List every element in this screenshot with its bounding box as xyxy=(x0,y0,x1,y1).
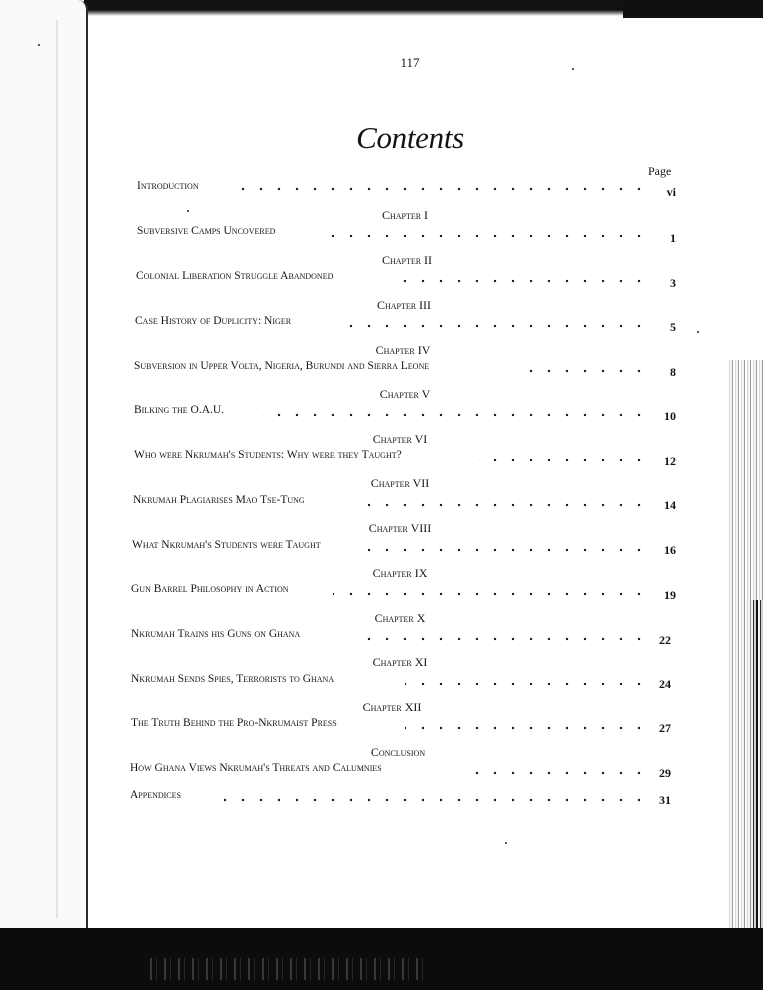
entry-title: Introduction xyxy=(137,180,199,192)
entry-title: Nkrumah Trains his Guns on Ghana xyxy=(131,628,301,640)
scan-speck xyxy=(187,210,189,212)
dot-leader xyxy=(475,768,648,778)
chapter-heading: Conclusion xyxy=(370,745,426,759)
chapter-heading: Chapter III xyxy=(376,298,432,312)
scan-bottom-band xyxy=(0,928,763,990)
dot-leader xyxy=(405,723,648,733)
dot-leader xyxy=(515,366,648,376)
chapter-heading: Chapter VI xyxy=(372,432,428,446)
page-number: 117 xyxy=(400,55,420,70)
dot-leader xyxy=(400,276,648,286)
facing-page-edge xyxy=(0,0,88,928)
page-column-label: Page xyxy=(648,164,672,178)
dot-leader xyxy=(340,321,648,331)
entry-page-number: 5 xyxy=(670,320,676,334)
entry-page-number: 3 xyxy=(670,276,676,290)
dot-leader xyxy=(220,795,648,805)
entry-title: Appendices xyxy=(130,789,181,801)
chapter-heading: Chapter X xyxy=(374,611,426,625)
scan-speck xyxy=(572,68,574,70)
entry-page-number: 1 xyxy=(670,231,676,245)
entry-page-number: 8 xyxy=(670,365,676,379)
entry-page-number: 12 xyxy=(664,454,676,468)
entry-title: Case History of Duplicity: Niger xyxy=(135,315,292,327)
chapter-heading: Chapter IX xyxy=(372,566,428,580)
dot-leader xyxy=(405,679,648,689)
dot-leader xyxy=(368,545,648,555)
entry-page-number: 31 xyxy=(659,793,671,807)
scan-speck xyxy=(697,331,699,333)
dot-leader xyxy=(368,500,648,510)
entry-page-number: 27 xyxy=(659,721,671,735)
entry-page-number: 14 xyxy=(664,498,676,512)
entry-page-number: vi xyxy=(666,185,676,199)
entry-title: Bilking the O.A.U. xyxy=(134,404,225,416)
chapter-heading: Chapter II xyxy=(381,253,433,267)
chapter-heading: Chapter I xyxy=(381,208,429,222)
entry-title: How Ghana Views Nkrumah's Threats and Calumnies xyxy=(130,762,382,774)
entry-page-number: 24 xyxy=(659,677,671,691)
entry-page-number: 22 xyxy=(659,633,671,647)
chapter-heading: Chapter IV xyxy=(375,343,431,357)
entry-page-number: 10 xyxy=(664,409,676,423)
chapter-heading: Chapter V xyxy=(379,387,431,401)
chapter-heading: Chapter VIII xyxy=(368,521,432,535)
entry-title: Subversion in Upper Volta, Nigeria, Burundi and Sierra Leone xyxy=(134,360,430,372)
entry-page-number: 29 xyxy=(659,766,671,780)
scan-speck xyxy=(38,44,40,46)
dot-leader xyxy=(478,455,648,465)
entry-title: Gun Barrel Philosophy in Action xyxy=(131,583,289,595)
entry-title: Subversive Camps Uncovered xyxy=(137,225,276,237)
dot-leader xyxy=(262,410,648,420)
entry-title: Nkrumah Plagiarises Mao Tse-Tung xyxy=(133,494,305,506)
entry-title: Who were Nkrumah's Students: Why were they Taught? xyxy=(134,449,402,461)
chapter-heading: Chapter VII xyxy=(370,476,430,490)
entry-page-number: 16 xyxy=(664,543,676,557)
dot-leader xyxy=(366,634,648,644)
chapter-heading: Chapter XII xyxy=(362,700,422,714)
dot-leader xyxy=(228,184,648,194)
entry-title: What Nkrumah's Students were Taught xyxy=(132,539,321,551)
entry-page-number: 19 xyxy=(664,588,676,602)
chapter-heading: Chapter XI xyxy=(372,655,428,669)
entry-title: The Truth Behind the Pro-Nkrumaist Press xyxy=(131,717,337,729)
scan-top-right-shadow xyxy=(623,0,763,18)
dot-leader xyxy=(333,589,648,599)
page-title: Contents xyxy=(356,120,464,155)
entry-title: Nkrumah Sends Spies, Terrorists to Ghana xyxy=(131,673,335,685)
dot-leader xyxy=(330,231,648,241)
book-binding-edge xyxy=(751,600,763,928)
entry-title: Colonial Liberation Struggle Abandoned xyxy=(136,270,334,282)
scan-speck xyxy=(505,842,507,844)
